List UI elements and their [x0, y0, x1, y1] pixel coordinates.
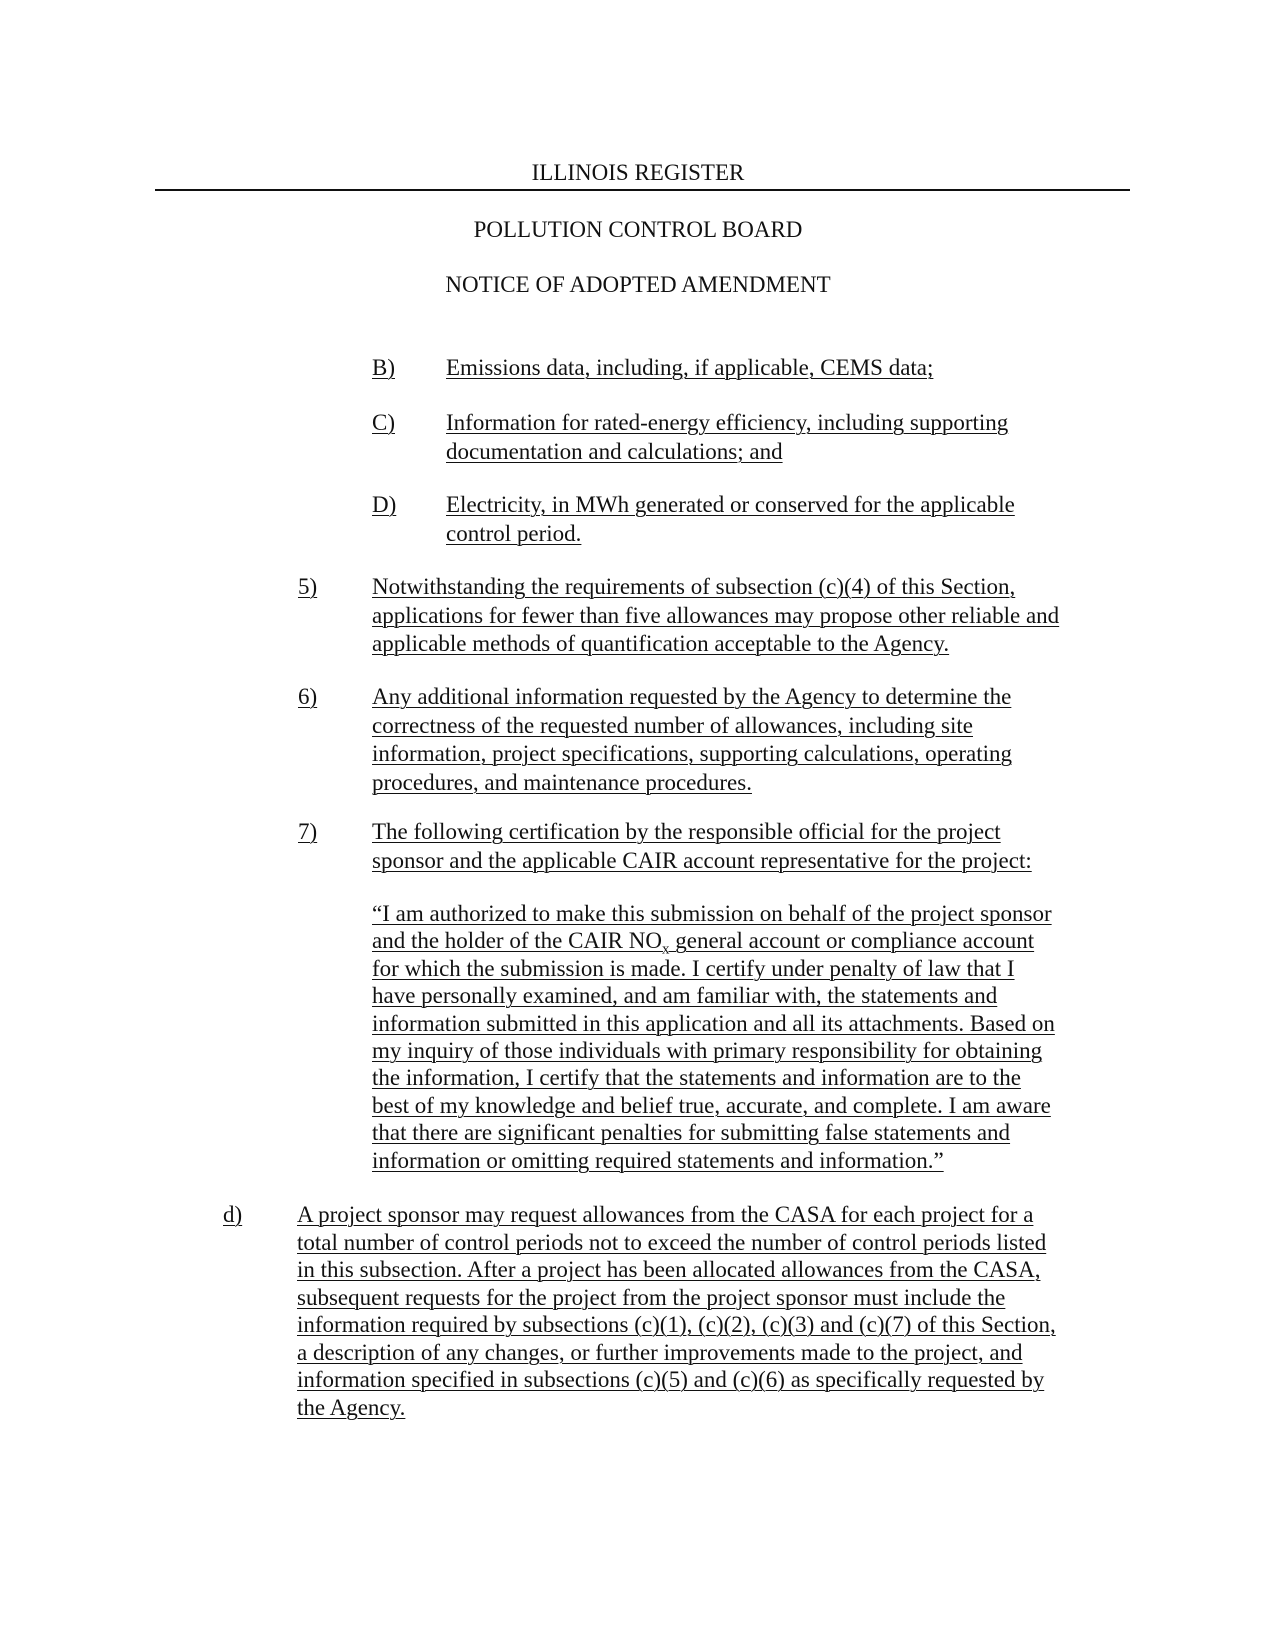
item-6-line: correctness of the requested number of allowances, including site — [372, 712, 973, 738]
certification-line: that there are significant penalties for submitting false statements and — [372, 1120, 1011, 1146]
item-b-label — [372, 354, 445, 382]
item-6-line: procedures, and maintenance procedures. — [372, 769, 752, 795]
certification-line: best of my knowledge and belief true, accurate, and complete. I am aware — [372, 1092, 1051, 1118]
certification-line: information or omitting required statements and information.” — [372, 1147, 944, 1173]
item-d-line: the Agency. — [297, 1394, 406, 1420]
certification-line-start: and the holder of the CAIR NO — [372, 928, 662, 954]
certification-line: “I am authorized to make this submission on behalf of the project sponsor — [372, 901, 1052, 926]
item-c-label — [372, 409, 445, 437]
item-5-text — [372, 573, 1059, 659]
item-d-line: total number of control periods not to exceed the number of control periods listed — [297, 1229, 1047, 1255]
item-d-upper-line: Electricity, in MWh generated or conserved for the applicable — [446, 492, 1015, 517]
notice-title: NOTICE OF ADOPTED AMENDMENT — [445, 272, 831, 297]
item-d-line: A project sponsor may request allowances from the CASA for each project for a — [297, 1202, 1034, 1227]
item-7-label-text: 7) — [298, 819, 318, 844]
item-5-label-text: 5) — [298, 574, 318, 599]
item-6-text — [372, 683, 1012, 797]
board-title: POLLUTION CONTROL BOARD — [473, 217, 803, 242]
item-7-text — [372, 818, 1032, 875]
item-c-line: documentation and calculations; and — [446, 438, 783, 464]
item-5-line: applications for fewer than five allowances may propose other reliable and — [372, 602, 1060, 628]
register-title: ILLINOIS REGISTER — [531, 160, 745, 185]
item-d-line: in this subsection. After a project has been allocated allowances from the CASA, — [297, 1257, 1041, 1282]
item-b-line: Emissions data, including, if applicable, CEMS data; — [446, 355, 934, 380]
certification-line: my inquiry of those individuals with primary responsibility for obtaining — [372, 1038, 1043, 1064]
header-rule — [155, 189, 1130, 191]
item-6-label-text: 6) — [298, 684, 318, 709]
certification-line-end: general account or compliance account — [669, 928, 1035, 954]
item-d-upper-label — [372, 491, 446, 519]
subscript-x: x — [662, 942, 670, 958]
item-5-label — [298, 573, 367, 601]
item-d-line: information specified in subsections (c)(5) and (c)(6) as specifically requested by — [297, 1367, 1045, 1392]
item-c-label-text: C) — [372, 410, 395, 435]
item-b-label-text: B) — [372, 355, 395, 380]
item-d-upper-line: control period. — [446, 520, 582, 546]
certification-line: the information, I certify that the statements and information are to the — [372, 1065, 1021, 1091]
item-c-text — [446, 409, 1008, 466]
item-d-label-text: d) — [223, 1202, 243, 1227]
item-d-line: a description of any changes, or further improvements made to the project, and — [297, 1339, 1023, 1365]
item-5-line: Notwithstanding the requirements of subsection (c)(4) of this Section, — [372, 574, 1016, 599]
certification-line: information submitted in this application and all its attachments. Based on — [372, 1010, 1055, 1036]
certification-line: have personally examined, and am familiar with, the statements and — [372, 983, 998, 1009]
item-d-upper-text — [446, 491, 1015, 548]
item-c-line: Information for rated-energy efficiency, including supporting — [446, 410, 1009, 435]
certification-line: for which the submission is made. I certify under penalty of law that I — [372, 955, 1015, 981]
item-b-text — [446, 354, 933, 383]
item-d-line: information required by subsections (c)(1), (c)(2), (c)(3) and (c)(7) of this Section, — [297, 1312, 1056, 1337]
item-6-label — [298, 683, 367, 711]
item-d-text — [297, 1201, 1056, 1421]
item-7-line: sponsor and the applicable CAIR account representative for the project: — [372, 847, 1032, 873]
item-5-line: applicable methods of quantification acceptable to the Agency. — [372, 631, 950, 656]
item-7-line: The following certification by the responsible official for the project — [372, 819, 1001, 844]
item-d-upper-label-text: D) — [372, 492, 397, 517]
certification-line — [372, 927, 1055, 958]
item-7-label — [298, 818, 367, 846]
item-d-line: subsequent requests for the project from the project sponsor must include the — [297, 1284, 1006, 1310]
certification-quote — [372, 900, 1055, 1174]
item-6-line: information, project specifications, supporting calculations, operating — [372, 741, 1012, 766]
item-6-line: Any additional information requested by the Agency to determine the — [372, 684, 1012, 709]
item-d-label — [223, 1201, 292, 1229]
